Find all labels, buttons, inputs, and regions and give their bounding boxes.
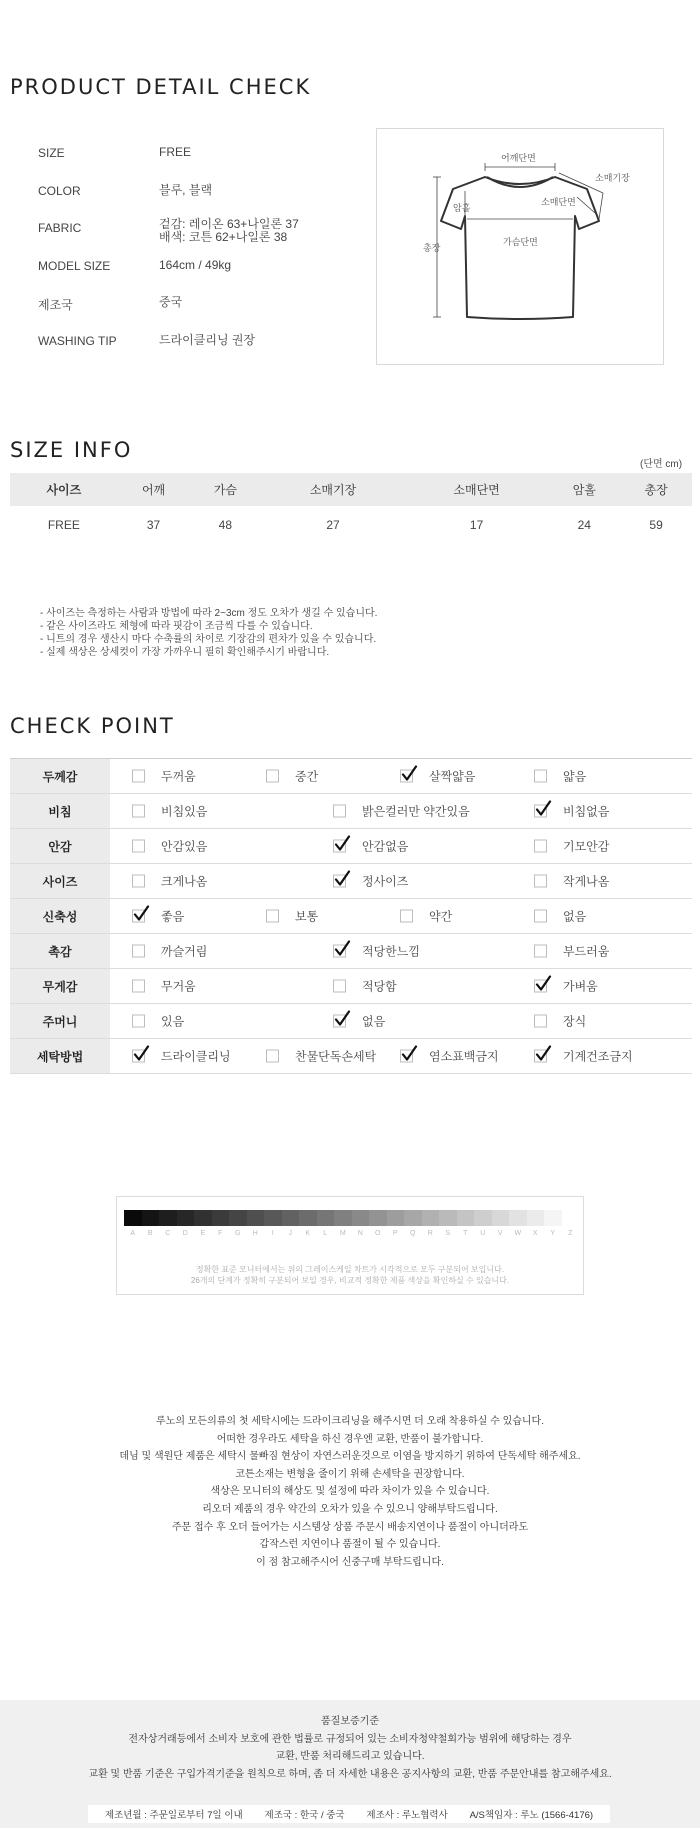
check-row xyxy=(10,864,692,899)
check-option[interactable] xyxy=(132,1013,184,1030)
checkbox[interactable] xyxy=(534,945,547,958)
grayscale-swatch xyxy=(404,1210,422,1226)
detail-label: SIZE xyxy=(38,146,65,160)
detail-value-2: 배색: 코튼 62+나일론 38 xyxy=(159,230,288,244)
check-point-table xyxy=(10,758,692,1074)
grayscale-letter: A xyxy=(130,1230,136,1237)
check-option-label: 비침있음 xyxy=(161,804,208,819)
grayscale-swatch xyxy=(194,1210,212,1226)
size-unit-label: (단면 cm) xyxy=(640,459,683,470)
size-cell: 17 xyxy=(469,517,484,532)
grayscale-chart xyxy=(116,1196,584,1295)
check-option-label: 중간 xyxy=(295,769,319,784)
grayscale-swatch xyxy=(474,1210,492,1226)
detail-value: 블루, 블랙 xyxy=(159,183,213,197)
detail-value: 겉감: 레이온 63+나일론 37 xyxy=(159,217,299,231)
grayscale-letter: O xyxy=(375,1230,381,1237)
grayscale-swatches xyxy=(124,1210,579,1226)
size-header: 소매단면 xyxy=(405,473,549,506)
check-option-label: 밝은컬러만 약간있음 xyxy=(362,804,470,819)
grayscale-letter: Z xyxy=(568,1230,573,1237)
check-option[interactable] xyxy=(266,908,318,925)
check-option-label: 가벼움 xyxy=(563,979,598,994)
check-option[interactable] xyxy=(266,1048,376,1065)
grayscale-swatch xyxy=(229,1210,247,1226)
check-option-label: 없음 xyxy=(563,909,587,924)
check-option-label: 좋음 xyxy=(161,909,185,924)
manufacture-date: 제조년월 : 주문일로부터 7일 이내 xyxy=(104,1810,243,1821)
checkmark-icon xyxy=(333,836,351,854)
check-options xyxy=(110,864,692,899)
detail-value: 164cm / 49kg xyxy=(159,258,232,272)
grayscale-swatch xyxy=(177,1210,195,1226)
care-line: 주문 접수 후 오더 들어가는 시스템상 상품 주문시 배송지연이나 품절이 아니더라도 xyxy=(171,1521,529,1533)
check-option-label: 기계건조금지 xyxy=(563,1049,633,1064)
check-option[interactable] xyxy=(534,803,609,820)
grayscale-swatch xyxy=(562,1210,580,1226)
check-options xyxy=(110,899,692,934)
as-contact: A/S책임자 : 루노 (1566-4176) xyxy=(469,1810,594,1821)
check-option[interactable] xyxy=(400,768,475,785)
checkbox[interactable] xyxy=(534,910,547,923)
checkbox-checked[interactable] xyxy=(333,1015,346,1028)
check-row xyxy=(10,829,692,864)
grayscale-swatch xyxy=(527,1210,545,1226)
footer-heading: 품질보증기준 xyxy=(321,1716,379,1727)
check-row xyxy=(10,794,692,829)
label-armhole: 암홀 xyxy=(453,204,471,214)
grayscale-letter: K xyxy=(305,1230,311,1237)
check-options xyxy=(110,759,692,794)
checkbox[interactable] xyxy=(266,770,279,783)
footer-line: 전자상거래등에서 소비자 보호에 관한 법률로 규정되어 있는 소비자청약철회가능 범위에 해당하는 경우 xyxy=(128,1733,572,1745)
grayscale-swatch xyxy=(299,1210,317,1226)
checkbox[interactable] xyxy=(132,770,145,783)
checkmark-icon xyxy=(333,871,351,889)
grayscale-letter: S xyxy=(445,1230,451,1237)
care-notice xyxy=(0,1413,700,1571)
check-options xyxy=(110,829,692,864)
grayscale-swatch xyxy=(422,1210,440,1226)
check-row-label: 안감 xyxy=(10,829,110,864)
grayscale-letter: U xyxy=(480,1230,486,1237)
grayscale-letter: B xyxy=(147,1230,153,1237)
size-header: 사이즈 xyxy=(10,473,118,506)
check-row-label: 두께감 xyxy=(10,759,110,794)
size-header: 어깨 xyxy=(118,473,190,506)
checkbox-checked[interactable] xyxy=(534,1050,547,1063)
checkbox[interactable] xyxy=(534,875,547,888)
label-shoulder: 어깨단면 xyxy=(501,154,536,164)
check-option[interactable] xyxy=(333,943,420,960)
grayscale-letter: R xyxy=(427,1230,433,1237)
checkmark-icon xyxy=(333,941,351,959)
checkbox-checked[interactable] xyxy=(132,910,145,923)
checkmark-icon xyxy=(132,906,150,924)
checkmark-icon xyxy=(534,1046,552,1064)
checkbox[interactable] xyxy=(132,805,145,818)
check-option[interactable] xyxy=(534,838,609,855)
note-line: - 같은 사이즈라도 체형에 따라 핏감이 조금씩 다를 수 있습니다. xyxy=(40,621,313,632)
detail-label: WASHING TIP xyxy=(38,334,117,348)
size-header: 가슴 xyxy=(189,473,261,506)
check-point-title: CHECK POINT xyxy=(10,714,175,738)
check-row-label: 신축성 xyxy=(10,899,110,934)
check-option[interactable] xyxy=(534,978,598,995)
check-option-label: 얇음 xyxy=(563,769,587,784)
checkbox[interactable] xyxy=(132,875,145,888)
grayscale-letter: E xyxy=(200,1230,206,1237)
checkmark-icon xyxy=(132,1046,150,1064)
check-option[interactable] xyxy=(132,978,196,995)
grayscale-letter: C xyxy=(165,1230,171,1237)
grayscale-swatch xyxy=(352,1210,370,1226)
check-row-label: 촉감 xyxy=(10,934,110,969)
detail-value: FREE xyxy=(159,145,192,159)
checkbox-checked[interactable] xyxy=(333,875,346,888)
check-option[interactable] xyxy=(400,1048,499,1065)
checkbox[interactable] xyxy=(534,1015,547,1028)
footer-info-bar xyxy=(88,1805,610,1823)
check-option-label: 드라이클리닝 xyxy=(161,1049,231,1064)
grayscale-note xyxy=(117,1264,583,1286)
checkbox[interactable] xyxy=(266,1050,279,1063)
checkbox[interactable] xyxy=(333,805,346,818)
care-line: 데님 및 색원단 제품은 세탁시 물빠짐 현상이 자연스러운것으로 이염을 방지하기 위하여 단독세탁 해주세요. xyxy=(119,1451,581,1463)
check-option[interactable] xyxy=(534,1013,586,1030)
checkbox-checked[interactable] xyxy=(132,1050,145,1063)
check-option-label: 염소표백금지 xyxy=(429,1049,499,1064)
size-cell: 24 xyxy=(577,517,591,532)
checkbox[interactable] xyxy=(534,840,547,853)
size-cell: FREE xyxy=(47,517,80,532)
size-info-title: SIZE INFO xyxy=(10,438,133,462)
check-option-label: 안감있음 xyxy=(161,839,208,854)
check-row-label: 세탁방법 xyxy=(10,1039,110,1074)
size-header: 암홀 xyxy=(548,473,620,506)
checkbox[interactable] xyxy=(266,910,279,923)
manufacture-country: 제조국 : 한국 / 중국 xyxy=(264,1810,345,1821)
check-row-label: 사이즈 xyxy=(10,864,110,899)
detail-value: 중국 xyxy=(159,295,183,309)
check-option-label: 안감없음 xyxy=(362,839,409,854)
check-option-label: 장식 xyxy=(563,1014,587,1029)
care-line: 갑작스런 지연이나 품절이 될 수 있습니다. xyxy=(259,1539,441,1551)
check-option-label: 적당함 xyxy=(362,979,397,994)
check-option[interactable] xyxy=(333,978,397,995)
grayscale-letter: D xyxy=(182,1230,188,1237)
quality-guarantee-footer xyxy=(0,1700,700,1828)
tshirt-illustration xyxy=(377,129,665,366)
grayscale-swatch xyxy=(124,1210,142,1226)
check-row xyxy=(10,969,692,1004)
grayscale-letter: G xyxy=(235,1230,241,1237)
detail-label: FABRIC xyxy=(38,221,82,235)
check-option[interactable] xyxy=(333,873,408,890)
check-option[interactable] xyxy=(132,838,207,855)
checkbox[interactable] xyxy=(132,980,145,993)
check-option-label: 크게나옴 xyxy=(161,874,208,889)
grayscale-swatch xyxy=(264,1210,282,1226)
check-option-label: 작게나옴 xyxy=(563,874,610,889)
grayscale-letter: T xyxy=(463,1230,468,1237)
check-row xyxy=(10,759,692,794)
check-options xyxy=(110,794,692,829)
checkbox-checked[interactable] xyxy=(534,980,547,993)
note-line: - 실제 색상은 상세컷이 가장 가까우니 필히 확인해주시기 바랍니다. xyxy=(40,647,330,658)
footer-line: 교환, 반품 처리해드리고 있습니다. xyxy=(275,1751,425,1762)
grayscale-letter: M xyxy=(339,1230,346,1237)
checkbox-checked[interactable] xyxy=(400,1050,413,1063)
check-option-label: 정사이즈 xyxy=(362,874,409,889)
manufacturer: 제조사 : 루노협력사 xyxy=(366,1810,448,1821)
check-option[interactable] xyxy=(400,908,452,925)
size-table xyxy=(10,473,692,543)
check-option[interactable] xyxy=(534,943,609,960)
label-sleeve-width: 소매단면 xyxy=(541,198,576,208)
checkbox[interactable] xyxy=(132,945,145,958)
checkbox[interactable] xyxy=(132,1015,145,1028)
checkbox-checked[interactable] xyxy=(333,945,346,958)
label-length: 총장 xyxy=(423,244,441,254)
check-options xyxy=(110,1004,692,1039)
check-options xyxy=(110,1039,692,1074)
check-option[interactable] xyxy=(333,803,470,820)
check-option-label: 보통 xyxy=(295,909,319,924)
check-option-label: 있음 xyxy=(161,1014,185,1029)
detail-value: 드라이클리닝 권장 xyxy=(159,333,256,347)
care-line: 코튼소재는 변형을 줄이기 위해 손세탁을 권장합니다. xyxy=(235,1468,465,1480)
note-line: - 니트의 경우 생산시 마다 수축률의 차이로 기장감의 편차가 있을 수 있습니다. xyxy=(40,634,377,645)
grayscale-swatch xyxy=(317,1210,335,1226)
label-sleeve-length: 소매기장 xyxy=(595,174,630,184)
check-option-label: 살짝얇음 xyxy=(429,769,476,784)
check-option[interactable] xyxy=(534,873,609,890)
checkbox[interactable] xyxy=(534,770,547,783)
grayscale-swatch xyxy=(282,1210,300,1226)
detail-label: COLOR xyxy=(38,184,81,198)
care-line: 리오더 제품의 경우 약간의 오차가 있을 수 있으니 양해부탁드립니다. xyxy=(202,1503,498,1515)
grayscale-swatch xyxy=(334,1210,352,1226)
checkbox-checked[interactable] xyxy=(400,770,413,783)
detail-label: 제조국 xyxy=(38,298,73,312)
check-option[interactable] xyxy=(132,768,196,785)
care-line: 이 점 참고해주시어 신중구매 부탁드립니다. xyxy=(256,1556,444,1568)
grayscale-letters xyxy=(124,1230,579,1237)
check-option[interactable] xyxy=(132,1048,231,1065)
grayscale-letter: J xyxy=(288,1230,292,1237)
footer-line: 교환 및 반품 기준은 구입가격기준을 원칙으로 하며, 좀 더 자세한 내용은 공지사항의 교환, 반품 주문안내를 참고해주세요. xyxy=(88,1768,612,1780)
grayscale-note-line: 정확한 표준 모니터에서는 위의 그레이스케일 차트가 시각적으로 모두 구분되어 보입니다. xyxy=(195,1265,505,1274)
grayscale-letter: Y xyxy=(550,1230,556,1237)
grayscale-swatch xyxy=(509,1210,527,1226)
grayscale-letter: P xyxy=(392,1230,398,1237)
grayscale-letter: W xyxy=(514,1230,522,1237)
check-option-label: 두꺼움 xyxy=(161,769,196,784)
checkmark-icon xyxy=(400,1046,418,1064)
check-row xyxy=(10,1039,692,1074)
grayscale-swatch xyxy=(369,1210,387,1226)
size-table-header-row xyxy=(10,473,692,506)
grayscale-letter: N xyxy=(357,1230,363,1237)
check-option-label: 비침없음 xyxy=(563,804,610,819)
check-option[interactable] xyxy=(534,768,586,785)
checkbox[interactable] xyxy=(333,980,346,993)
grayscale-swatch xyxy=(159,1210,177,1226)
checkmark-icon xyxy=(534,976,552,994)
check-options xyxy=(110,934,692,969)
grayscale-swatch xyxy=(439,1210,457,1226)
check-option[interactable] xyxy=(266,768,318,785)
product-detail-title: PRODUCT DETAIL CHECK xyxy=(10,75,312,99)
grayscale-letter: L xyxy=(323,1230,328,1237)
grayscale-swatch xyxy=(492,1210,510,1226)
grayscale-note-line: 26개의 단계가 정확히 구분되어 보일 경우, 비교적 정확한 제품 색상을 확인하실 수 있습니다. xyxy=(190,1276,510,1285)
grayscale-swatch xyxy=(544,1210,562,1226)
checkbox[interactable] xyxy=(132,840,145,853)
label-chest: 가슴단면 xyxy=(503,238,538,248)
check-option[interactable] xyxy=(333,1013,385,1030)
footer-text xyxy=(0,1713,700,1783)
checkmark-icon xyxy=(333,1011,351,1029)
table-row xyxy=(10,506,692,543)
check-option[interactable] xyxy=(333,838,408,855)
care-line: 어떠한 경우라도 세탁을 하신 경우엔 교환, 반품이 불가합니다. xyxy=(216,1433,484,1445)
size-cell: 37 xyxy=(146,517,161,532)
note-line: - 사이즈는 측정하는 사람과 방법에 따라 2~3cm 정도 오차가 생길 수 있습니다. xyxy=(40,608,378,619)
grayscale-letter: I xyxy=(271,1230,274,1237)
check-option[interactable] xyxy=(534,908,586,925)
size-cell: 59 xyxy=(649,517,663,532)
grayscale-swatch xyxy=(142,1210,160,1226)
size-header: 소매기장 xyxy=(261,473,405,506)
check-option-label: 없음 xyxy=(362,1014,386,1029)
check-option-label: 적당한느낌 xyxy=(362,944,420,959)
care-line: 루노의 모든의류의 첫 세탁시에는 드라이크리닝을 해주시면 더 오래 착용하실 수 있습니다. xyxy=(156,1416,544,1427)
grayscale-swatch xyxy=(457,1210,475,1226)
check-row xyxy=(10,934,692,969)
check-option-label: 까슬거림 xyxy=(161,944,208,959)
grayscale-swatch xyxy=(212,1210,230,1226)
check-option-label: 약간 xyxy=(429,909,453,924)
grayscale-letter: Q xyxy=(410,1230,416,1237)
grayscale-letter: F xyxy=(218,1230,223,1237)
grayscale-letter: X xyxy=(532,1230,538,1237)
grayscale-swatch xyxy=(387,1210,405,1226)
care-line: 색상은 모니터의 해상도 및 설정에 따라 차이가 있을 수 있습니다. xyxy=(210,1486,490,1498)
size-notes xyxy=(40,607,377,659)
checkmark-icon xyxy=(534,801,552,819)
check-option[interactable] xyxy=(132,873,207,890)
check-option[interactable] xyxy=(534,1048,633,1065)
checkbox[interactable] xyxy=(400,910,413,923)
check-row xyxy=(10,899,692,934)
grayscale-letter: H xyxy=(252,1230,258,1237)
checkbox-checked[interactable] xyxy=(333,840,346,853)
size-header: 총장 xyxy=(620,473,692,506)
check-option[interactable] xyxy=(132,803,207,820)
check-row xyxy=(10,1004,692,1039)
check-option-label: 기모안감 xyxy=(563,839,610,854)
check-option-label: 부드러움 xyxy=(563,944,610,959)
grayscale-letter: V xyxy=(497,1230,503,1237)
grayscale-swatch xyxy=(247,1210,265,1226)
size-cell: 27 xyxy=(326,517,340,532)
size-cell: 48 xyxy=(218,517,233,532)
check-row-label: 비침 xyxy=(10,794,110,829)
detail-label: MODEL SIZE xyxy=(38,259,111,273)
check-row-label: 무게감 xyxy=(10,969,110,1004)
check-option-label: 무거움 xyxy=(161,979,196,994)
checkbox-checked[interactable] xyxy=(534,805,547,818)
tshirt-diagram xyxy=(376,128,664,365)
check-options xyxy=(110,969,692,1004)
check-option[interactable] xyxy=(132,908,184,925)
check-option[interactable] xyxy=(132,943,207,960)
check-row-label: 주머니 xyxy=(10,1004,110,1039)
checkmark-icon xyxy=(400,766,418,784)
check-option-label: 찬물단독손세탁 xyxy=(295,1049,377,1064)
